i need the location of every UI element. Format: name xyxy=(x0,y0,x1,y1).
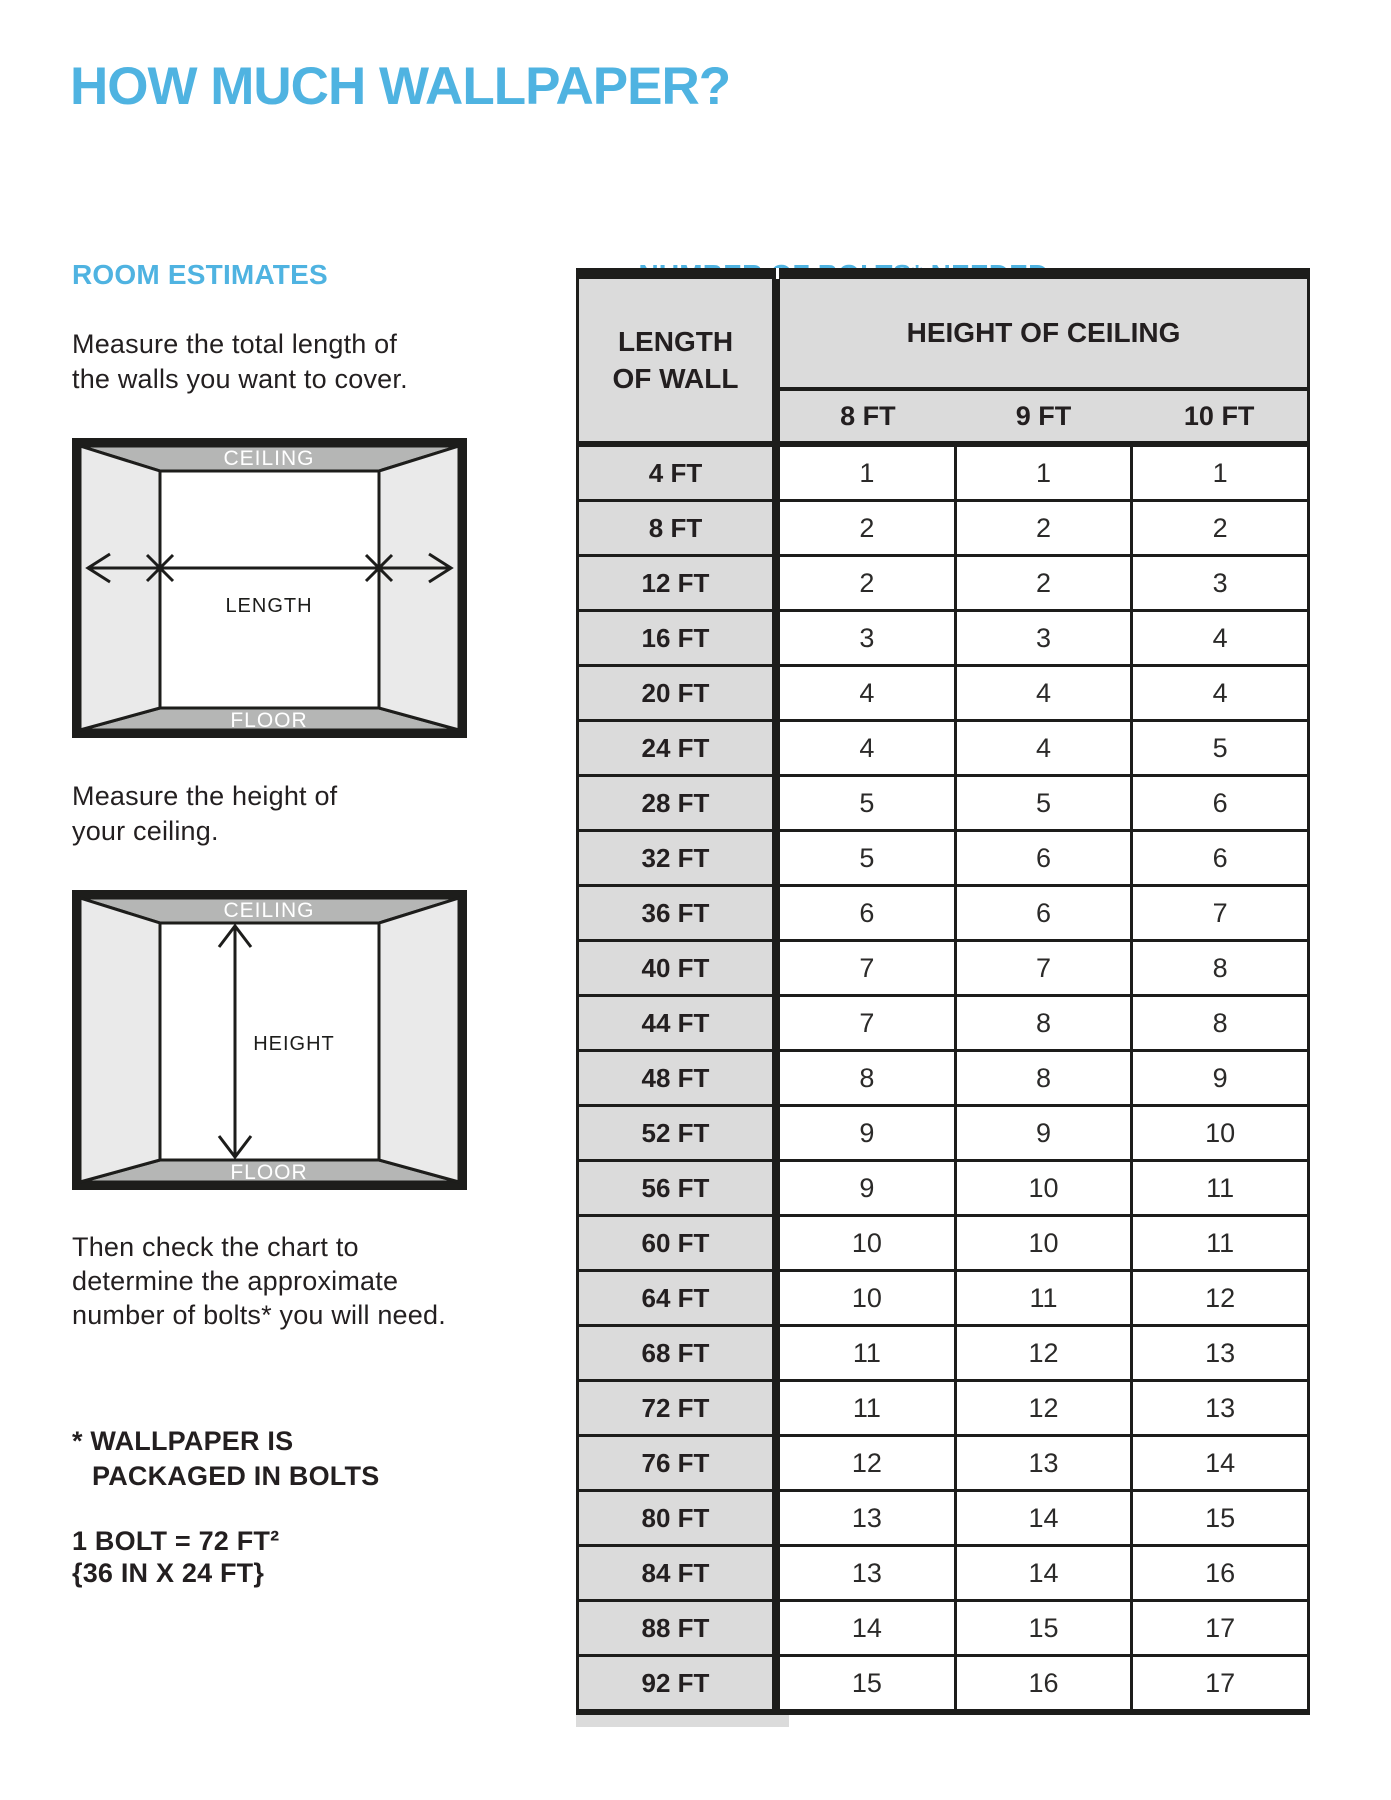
wall-length-label: 20 FT xyxy=(576,667,780,722)
left-wall xyxy=(80,898,160,1182)
step2-line1: Measure the height of xyxy=(72,781,338,811)
bolt-info-line1: 1 BOLT = 72 FT² xyxy=(72,1526,280,1556)
table-row xyxy=(576,447,1310,502)
ceiling-label: CEILING xyxy=(223,899,315,922)
wall-length-label: 28 FT xyxy=(576,777,780,832)
bolt-count-cell: 9 xyxy=(1133,1052,1310,1107)
page-title: HOW MUCH WALLPAPER? xyxy=(70,57,731,116)
table-gray-tab xyxy=(576,1715,789,1727)
wall-length-label: 32 FT xyxy=(576,832,780,887)
table-row xyxy=(576,832,1310,887)
wall-length-label: 60 FT xyxy=(576,1217,780,1272)
bolt-count-cell: 2 xyxy=(780,557,957,612)
height-of-ceiling-header: HEIGHT OF CEILING xyxy=(780,279,1307,391)
bolt-count-cell: 15 xyxy=(780,1657,957,1712)
bolt-count-cell: 10 xyxy=(957,1217,1134,1272)
step1-text xyxy=(72,327,408,397)
height-label: HEIGHT xyxy=(253,1033,335,1055)
bolt-count-cell: 8 xyxy=(957,997,1134,1052)
bolt-count-cell: 14 xyxy=(1133,1437,1310,1492)
wall-length-label: 72 FT xyxy=(576,1382,780,1437)
ceiling-height-diagram xyxy=(72,890,467,1190)
room-length-diagram xyxy=(72,438,467,738)
step3-line2: determine the approximate xyxy=(72,1266,399,1296)
bolt-count-cell: 11 xyxy=(957,1272,1134,1327)
bolt-count-cell: 11 xyxy=(780,1382,957,1437)
bolt-count-cell: 8 xyxy=(1133,942,1310,997)
bolt-count-cell: 17 xyxy=(1133,1602,1310,1657)
wall-length-label: 40 FT xyxy=(576,942,780,997)
bolt-count-cell: 10 xyxy=(1133,1107,1310,1162)
left-wall xyxy=(80,446,160,730)
bolt-count-cell: 6 xyxy=(1133,832,1310,887)
bolt-count-cell: 6 xyxy=(957,832,1134,887)
bolt-count-cell: 16 xyxy=(957,1657,1134,1712)
wall-length-label: 4 FT xyxy=(576,447,780,502)
bolt-count-cell: 4 xyxy=(957,722,1134,777)
wall-length-label: 88 FT xyxy=(576,1602,780,1657)
bolt-count-cell: 13 xyxy=(957,1437,1134,1492)
floor-label: FLOOR xyxy=(230,1161,308,1184)
length-of-wall-header xyxy=(576,279,780,447)
table-row xyxy=(576,777,1310,832)
back-wall xyxy=(160,471,379,708)
bolt-count-cell: 5 xyxy=(957,777,1134,832)
wall-length-label: 64 FT xyxy=(576,1272,780,1327)
table-row xyxy=(576,1492,1310,1547)
step2-line2: your ceiling. xyxy=(72,816,219,846)
bolt-count-cell: 7 xyxy=(1133,887,1310,942)
bolt-count-cell: 2 xyxy=(957,502,1134,557)
bolt-count-cell: 6 xyxy=(780,887,957,942)
table-header xyxy=(576,279,1310,447)
bolt-count-cell: 5 xyxy=(1133,722,1310,777)
floor-label: FLOOR xyxy=(230,709,308,732)
height-columns-header xyxy=(780,279,1310,447)
table-row xyxy=(576,1547,1310,1602)
wall-length-label: 92 FT xyxy=(576,1657,780,1712)
wall-length-label: 76 FT xyxy=(576,1437,780,1492)
bolt-count-cell: 1 xyxy=(1133,447,1310,502)
bolt-count-cell: 13 xyxy=(780,1547,957,1602)
bolt-count-cell: 6 xyxy=(957,887,1134,942)
table-top-bar xyxy=(576,268,1310,279)
footnote-line2: PACKAGED IN BOLTS xyxy=(92,1461,380,1491)
bolt-count-cell: 10 xyxy=(780,1217,957,1272)
bolt-count-cell: 2 xyxy=(1133,502,1310,557)
table-row xyxy=(576,1162,1310,1217)
table-row xyxy=(576,1217,1310,1272)
bolt-count-cell: 2 xyxy=(957,557,1134,612)
bolt-count-cell: 17 xyxy=(1133,1657,1310,1712)
bolt-count-cell: 9 xyxy=(780,1162,957,1217)
bolt-count-cell: 4 xyxy=(1133,612,1310,667)
wall-length-label: 44 FT xyxy=(576,997,780,1052)
bolt-count-cell: 11 xyxy=(1133,1162,1310,1217)
bolt-count-cell: 4 xyxy=(957,667,1134,722)
column-header-9ft: 9 FT xyxy=(1015,400,1072,431)
bolt-count-cell: 14 xyxy=(957,1492,1134,1547)
bolt-count-cell: 14 xyxy=(780,1602,957,1657)
table-row xyxy=(576,887,1310,942)
bolt-count-cell: 10 xyxy=(957,1162,1134,1217)
bolts-footnote xyxy=(72,1424,379,1494)
table-row xyxy=(576,612,1310,667)
bolts-needed-table xyxy=(576,268,1310,1727)
wall-length-label: 56 FT xyxy=(576,1162,780,1217)
room-estimates-heading: ROOM ESTIMATES xyxy=(72,259,328,290)
bolt-info-line2: {36 IN X 24 FT} xyxy=(72,1558,265,1588)
table-row xyxy=(576,667,1310,722)
table-row xyxy=(576,722,1310,777)
corner-line2: OF WALL xyxy=(612,363,739,394)
bolt-count-cell: 15 xyxy=(1133,1492,1310,1547)
step3-line3: number of bolts* you will need. xyxy=(72,1300,446,1330)
bolt-count-cell: 8 xyxy=(1133,997,1310,1052)
bolt-count-cell: 13 xyxy=(1133,1327,1310,1382)
right-wall xyxy=(379,446,459,730)
step2-text xyxy=(72,779,337,849)
bolt-count-cell: 6 xyxy=(1133,777,1310,832)
table-row xyxy=(576,997,1310,1052)
table-body xyxy=(576,447,1310,1712)
table-row xyxy=(576,1437,1310,1492)
bolt-count-cell: 9 xyxy=(957,1107,1134,1162)
column-headers-row xyxy=(780,391,1307,441)
bolt-count-cell: 12 xyxy=(780,1437,957,1492)
bolt-count-cell: 12 xyxy=(1133,1272,1310,1327)
wall-length-label: 80 FT xyxy=(576,1492,780,1547)
table-row xyxy=(576,1602,1310,1657)
step1-line1: Measure the total length of xyxy=(72,329,398,359)
wall-length-label: 16 FT xyxy=(576,612,780,667)
bolt-count-cell: 14 xyxy=(957,1547,1134,1602)
table-row xyxy=(576,1327,1310,1382)
table-row xyxy=(576,1272,1310,1327)
table-row xyxy=(576,502,1310,557)
column-header-10ft: 10 FT xyxy=(1183,400,1255,431)
bolt-count-cell: 8 xyxy=(957,1052,1134,1107)
bolt-count-cell: 13 xyxy=(1133,1382,1310,1437)
bolt-count-cell: 13 xyxy=(780,1492,957,1547)
table-row xyxy=(576,1382,1310,1437)
table-row xyxy=(576,942,1310,997)
bolt-count-cell: 16 xyxy=(1133,1547,1310,1602)
bolt-count-cell: 1 xyxy=(957,447,1134,502)
bolt-count-cell: 12 xyxy=(957,1327,1134,1382)
right-wall xyxy=(379,898,459,1182)
bolt-count-cell: 3 xyxy=(780,612,957,667)
bolt-count-cell: 4 xyxy=(780,722,957,777)
wall-length-label: 68 FT xyxy=(576,1327,780,1382)
bolt-count-cell: 11 xyxy=(780,1327,957,1382)
wall-length-label: 12 FT xyxy=(576,557,780,612)
wall-length-label: 8 FT xyxy=(576,502,780,557)
wall-length-label: 24 FT xyxy=(576,722,780,777)
ceiling-label: CEILING xyxy=(223,447,315,470)
table-row xyxy=(576,557,1310,612)
bolt-count-cell: 7 xyxy=(780,942,957,997)
bolt-count-cell: 2 xyxy=(780,502,957,557)
wall-length-label: 84 FT xyxy=(576,1547,780,1602)
footnote-line1: * WALLPAPER IS xyxy=(72,1426,294,1456)
bolt-count-cell: 15 xyxy=(957,1602,1134,1657)
bolt-count-cell: 10 xyxy=(780,1272,957,1327)
step3-line1: Then check the chart to xyxy=(72,1232,359,1262)
wall-length-label: 36 FT xyxy=(576,887,780,942)
column-header-8ft: 8 FT xyxy=(840,400,896,431)
bolt-count-cell: 7 xyxy=(780,997,957,1052)
bolt-count-cell: 4 xyxy=(780,667,957,722)
bolt-count-cell: 3 xyxy=(1133,557,1310,612)
table-row xyxy=(576,1657,1310,1712)
bolt-count-cell: 1 xyxy=(780,447,957,502)
corner-line1: LENGTH xyxy=(617,326,734,357)
bolt-count-cell: 3 xyxy=(957,612,1134,667)
wall-length-label: 52 FT xyxy=(576,1107,780,1162)
bolt-count-cell: 7 xyxy=(957,942,1134,997)
bolt-size-info xyxy=(72,1525,279,1589)
bolt-count-cell: 12 xyxy=(957,1382,1134,1437)
table-row xyxy=(576,1052,1310,1107)
bolt-count-cell: 5 xyxy=(780,777,957,832)
table-row xyxy=(576,1107,1310,1162)
length-label: LENGTH xyxy=(225,595,313,617)
bolt-count-cell: 4 xyxy=(1133,667,1310,722)
bolt-count-cell: 11 xyxy=(1133,1217,1310,1272)
step3-text xyxy=(72,1230,446,1332)
wall-length-label: 48 FT xyxy=(576,1052,780,1107)
bolt-count-cell: 9 xyxy=(780,1107,957,1162)
step1-line2: the walls you want to cover. xyxy=(72,364,408,394)
bolt-count-cell: 8 xyxy=(780,1052,957,1107)
bolt-count-cell: 5 xyxy=(780,832,957,887)
